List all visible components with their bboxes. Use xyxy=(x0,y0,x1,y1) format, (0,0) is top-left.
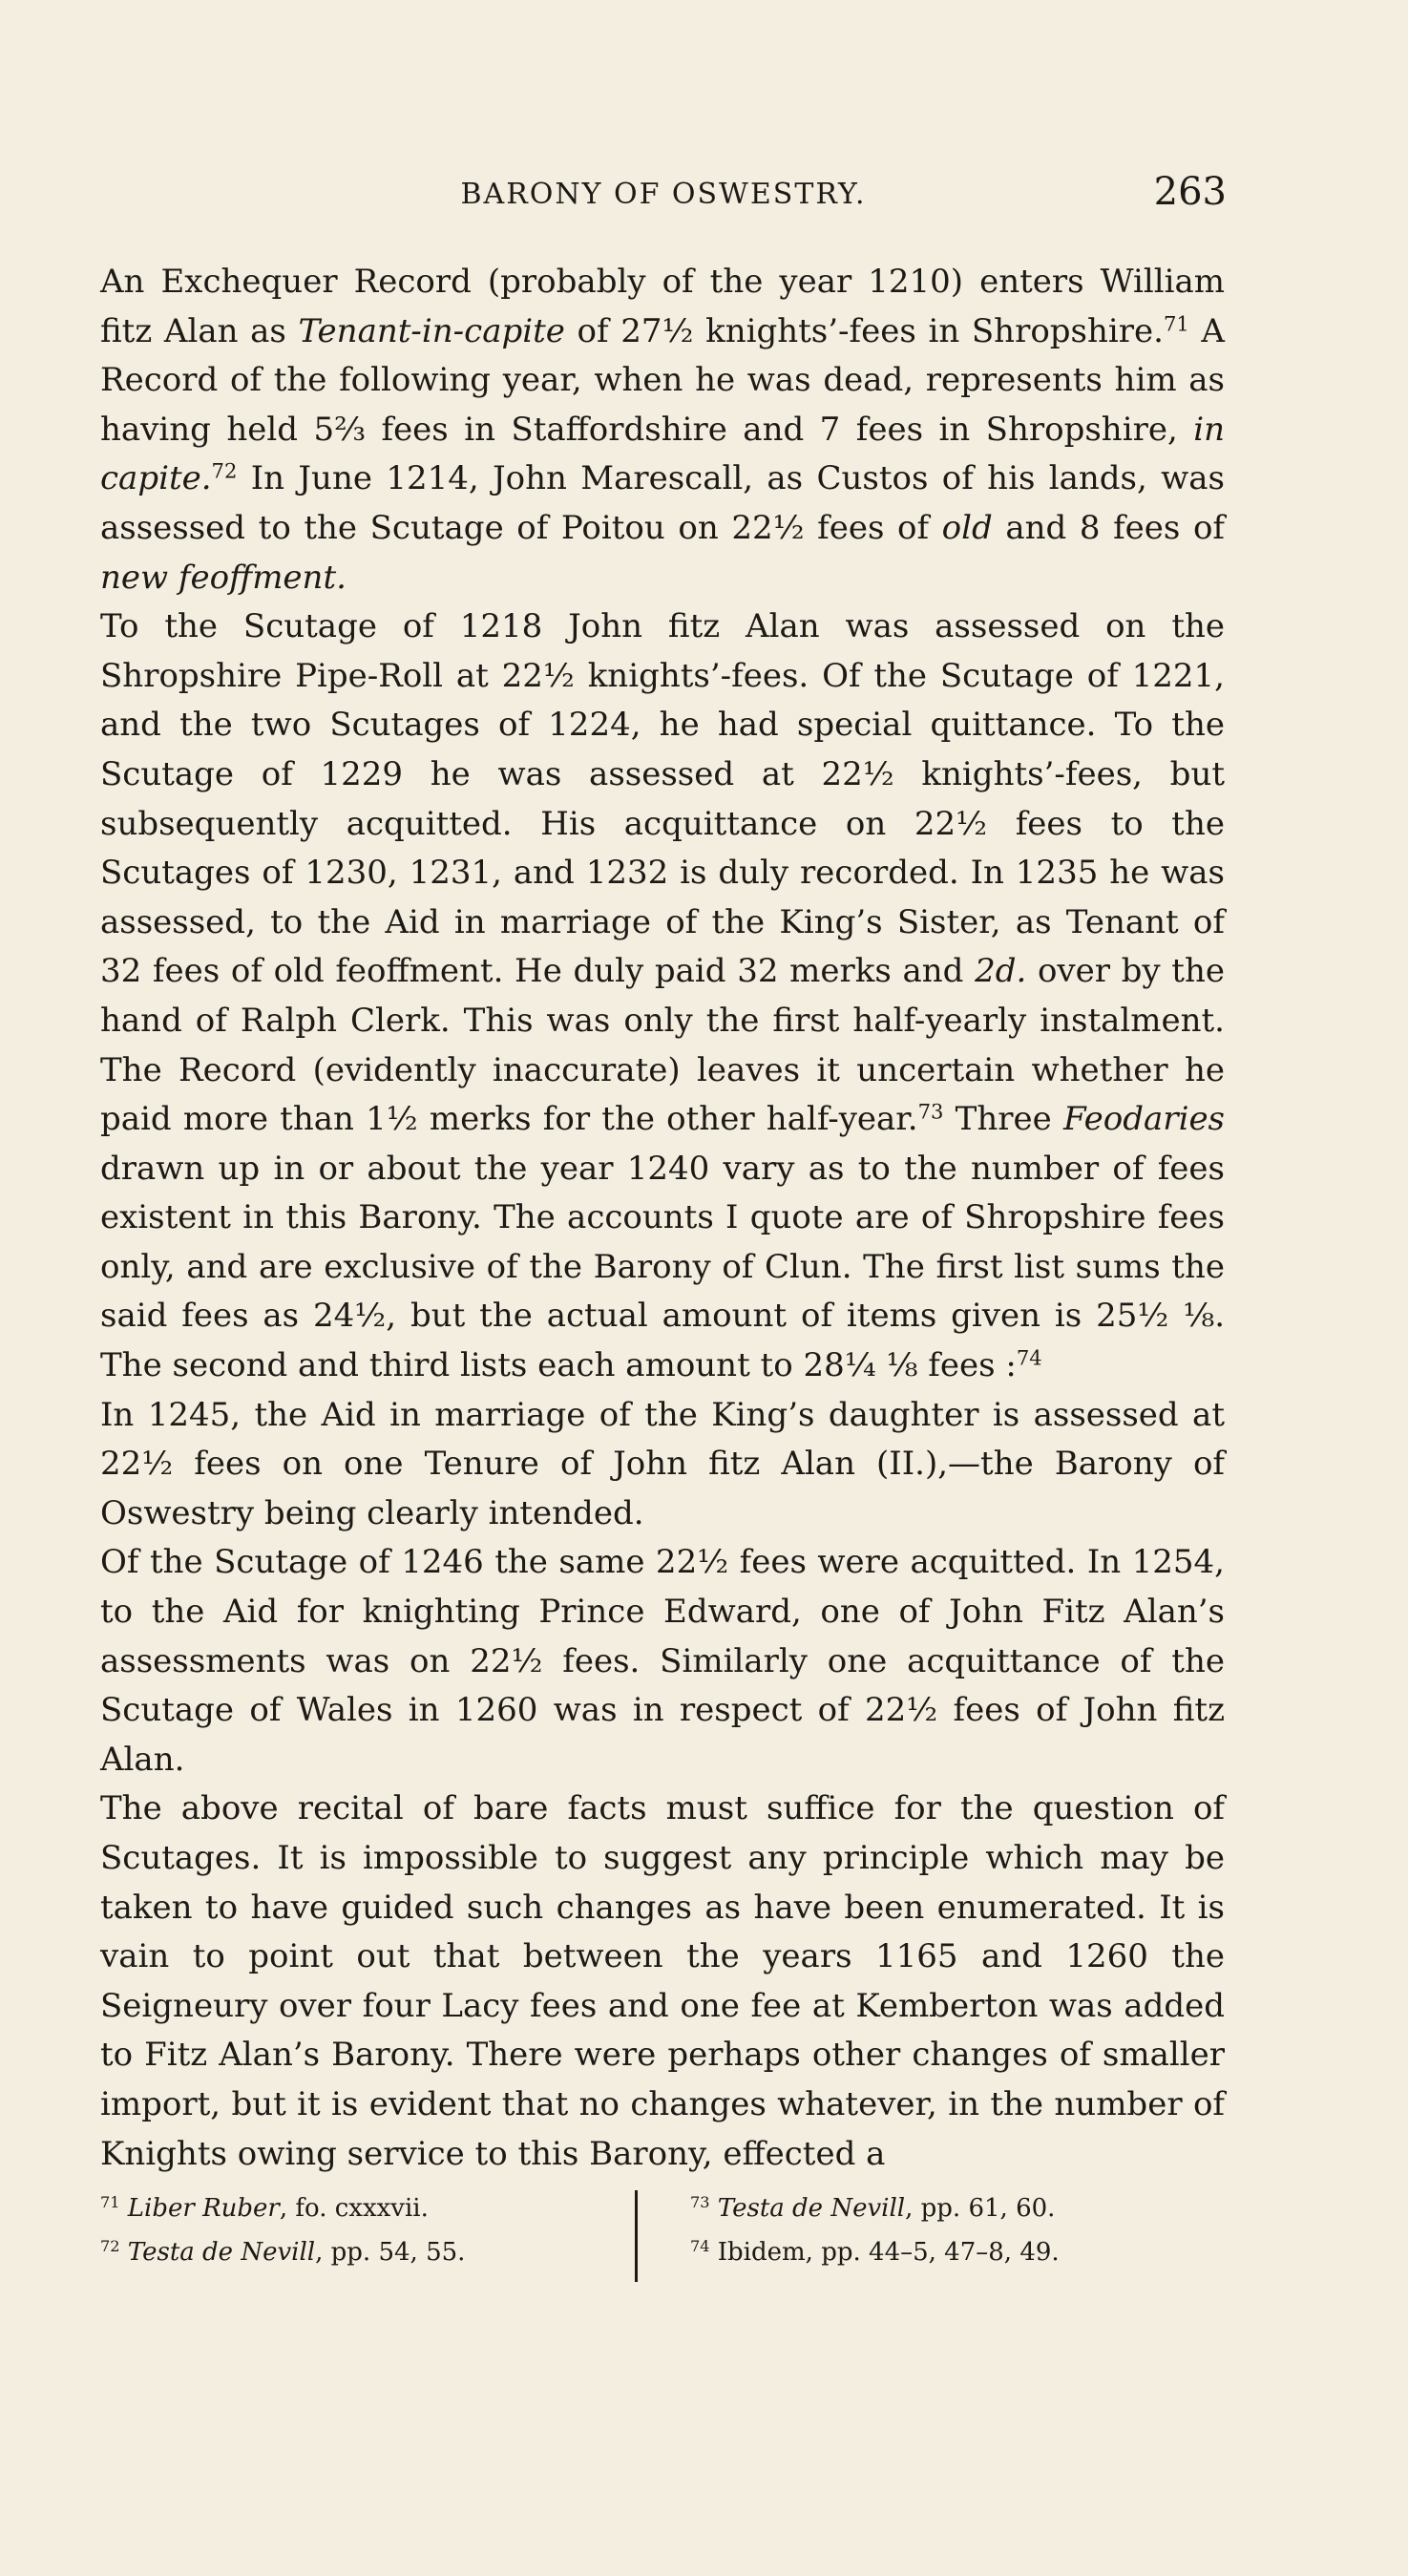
footnote-number: 71 xyxy=(100,2193,120,2212)
footnote-citation: , pp. 61, 60. xyxy=(905,2194,1056,2223)
text-run: drawn up in or about the year 1240 vary as to the number of fees existent in this Barony. The accounts I quote are of Shropshire fees only, and are exclusive of the Barony of Clun. The first list sums the said fees as 24½, but the actual amount of items given is 25½ ⅛. The second and third lists each amount to 28¼ ⅛ fees : xyxy=(100,1149,1225,1385)
footnote-number: 74 xyxy=(690,2237,710,2256)
footnote xyxy=(690,2186,1225,2230)
footnote-citation: , fo. cxxxvii. xyxy=(279,2194,429,2223)
footnote xyxy=(100,2186,635,2230)
page-number: 263 xyxy=(1153,170,1227,214)
text-run: A Record of the following year, when he was dead, represents him as having held 5⅔ fees in Staffordshire and 7 fees in Shropshire, xyxy=(100,311,1225,449)
footnote-ref: 72 xyxy=(211,458,238,483)
text-run: of 27½ knights’-fees in Shropshire. xyxy=(564,311,1164,350)
footnote xyxy=(690,2230,1225,2274)
paragraph xyxy=(100,1784,1225,2179)
paragraph xyxy=(100,602,1225,1391)
footnote-ref: 73 xyxy=(917,1099,944,1124)
text-run: Of the Scutage of 1246 the same 22½ fees were acquitted. In 1254, to the Aid for knighting Prince Edward, one of John Fitz Alan’s assessments was on 22½ fees. Similarly one acquittance of the Scutage of Wales in 1260 was in respect of 22½ fees of John fitz Alan. xyxy=(100,1543,1225,1779)
italic-text: old xyxy=(941,508,993,547)
text-run: The above recital of bare facts must suffice for the question of Scutages. It is impossible to suggest any principle which may be taken to have guided such changes as have been enumerated. It is vain to point out that between the years 1165 and 1260 the Seigneury over four Lacy fees and one fee at Kemberton was added to Fitz Alan’s Barony. There were perhaps other changes of smaller import, but it is evident that no changes whatever, in the number of Knights owing service to this Barony, effected a xyxy=(100,1789,1225,2173)
footnote-ref: 74 xyxy=(1016,1345,1042,1370)
text-run: In 1245, the Aid in marriage of the King’s daughter is assessed at 22½ fees on one Tenure of John fitz Alan (II.),—the Barony of Oswestry being clearly intended. xyxy=(100,1395,1225,1532)
italic-text: Feodaries xyxy=(1062,1100,1226,1139)
footnote xyxy=(100,2230,635,2274)
text-run: An Exchequer Record (probably of the year 1210) enters William fitz Alan as xyxy=(100,263,1225,350)
footnote-number: 72 xyxy=(100,2237,120,2256)
text-run: In June 1214, John Marescall, as Custos of his lands, was assessed to the Scutage of Poitou on 22½ fees of xyxy=(100,459,1225,547)
text-run: To the Scutage of 1218 John fitz Alan was assessed on the Shropshire Pipe-Roll at 22½ knights’-fees. Of the Scutage of 1221, and the two Scutages of 1224, he had special quittance. To the Scutage of 1229 he was assessed at 22½ knights’-fees, but subsequently acquitted. His acquittance on 22½ fees to the Scutages of 1230, 1231, and 1232 is duly recorded. In 1235 he was assessed, to the Aid in marriage of the King’s Sister, as Tenant of 32 fees of old feoffment. He duly paid 32 merks and xyxy=(100,607,1225,991)
footnote-citation: , pp. 54, 55. xyxy=(315,2238,466,2267)
italic-text: Tenant-in-capite xyxy=(298,311,565,350)
footnotes xyxy=(100,2186,1225,2291)
text-run: and 8 fees of xyxy=(992,508,1226,547)
paragraph xyxy=(100,1391,1225,1539)
footnote-number: 73 xyxy=(690,2193,710,2212)
footnote-citation: Ibidem, pp. 44–5, 47–8, 49. xyxy=(717,2238,1060,2267)
page-header xyxy=(100,170,1227,218)
footnote-source-title: Liber Ruber xyxy=(127,2194,280,2223)
paragraph xyxy=(100,258,1225,602)
body-text xyxy=(100,258,1225,2179)
footnotes-left-column xyxy=(100,2186,635,2274)
footnote-ref: 71 xyxy=(1163,311,1189,335)
running-head: BARONY OF OSWESTRY. xyxy=(460,178,867,211)
italic-text: 2d. xyxy=(975,952,1027,991)
paragraph xyxy=(100,1538,1225,1784)
italic-text: new feoffment. xyxy=(100,558,347,597)
footnote-source-title: Testa de Nevill xyxy=(127,2238,316,2267)
text-run: Three xyxy=(943,1100,1063,1139)
italic-text: in capite. xyxy=(100,410,1225,498)
footnote-source-title: Testa de Nevill xyxy=(717,2194,906,2223)
footnote-divider xyxy=(635,2190,638,2282)
footnotes-right-column xyxy=(690,2186,1225,2274)
text-run: over by the hand of Ralph Clerk. This was only the first half-yearly instalment. The Record (evidently inaccurate) leaves it uncertain whether he paid more than 1½ merks for the other half-year. xyxy=(100,952,1225,1139)
